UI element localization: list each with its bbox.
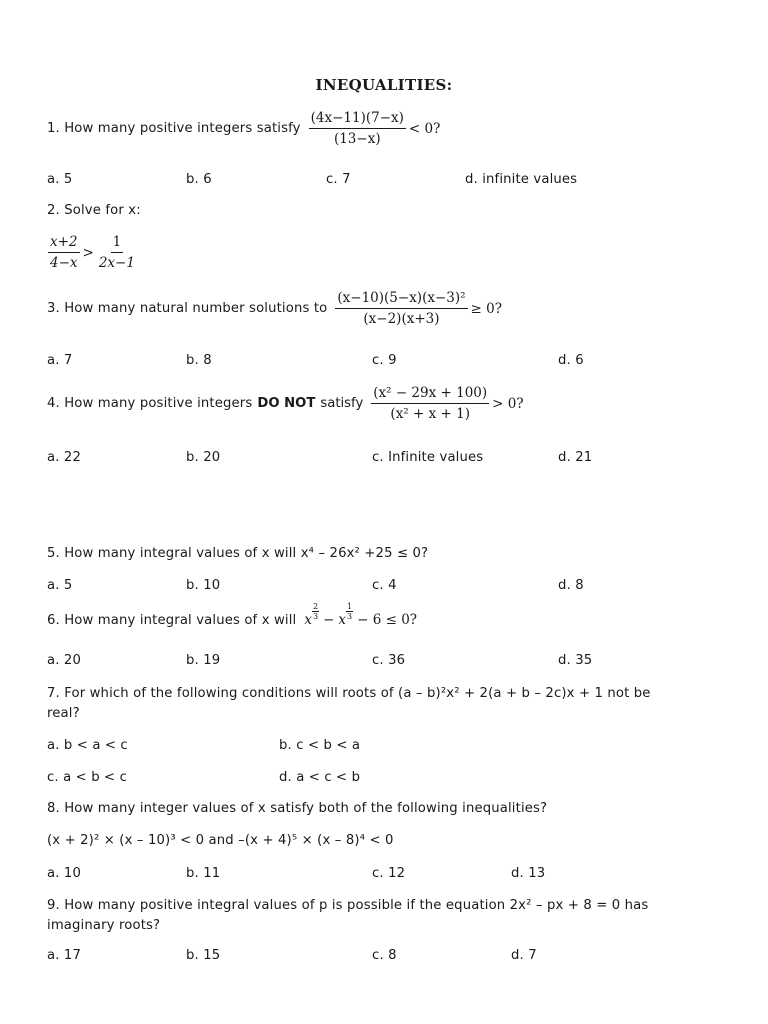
question-4-text-bold: DO NOT xyxy=(257,396,316,411)
question-1-numerator: (4x−11)(7−x) xyxy=(309,110,406,129)
q6-option-b[interactable]: b. 19 xyxy=(186,653,221,668)
q4-option-c[interactable]: c. Infinite values xyxy=(372,450,484,465)
question-1 xyxy=(47,110,440,147)
question-6-exponent-b-num: 1 xyxy=(347,601,353,611)
q1-option-b[interactable]: b. 6 xyxy=(186,172,212,187)
question-4 xyxy=(47,385,524,422)
q5-option-a[interactable]: a. 5 xyxy=(47,578,73,593)
question-6-exponent-b-den: 3 xyxy=(347,611,353,621)
question-4-text-post: satisfy xyxy=(320,396,364,411)
q5-option-c[interactable]: c. 4 xyxy=(372,578,397,593)
question-8-condition: (x + 2)² × (x – 10)³ < 0 and –(x + 4)⁵ × (x – 8)⁴ < 0 xyxy=(47,833,394,848)
question-2-operator: > xyxy=(82,244,94,261)
question-2-right-denominator: 2x−1 xyxy=(98,255,135,271)
q1-option-a[interactable]: a. 5 xyxy=(47,172,73,187)
q7-option-a[interactable]: a. b < a < c xyxy=(47,738,128,753)
q8-option-c[interactable]: c. 12 xyxy=(372,866,406,881)
q1-option-c[interactable]: c. 7 xyxy=(326,172,351,187)
q9-option-c[interactable]: c. 8 xyxy=(372,948,397,963)
question-6-minus: − xyxy=(323,612,335,628)
question-1-denominator: (13−x) xyxy=(333,131,381,147)
q7-option-c[interactable]: c. a < b < c xyxy=(47,770,128,785)
q3-option-a[interactable]: a. 7 xyxy=(47,353,73,368)
question-6 xyxy=(47,601,418,628)
question-2-left-denominator: 4−x xyxy=(50,255,78,271)
q9-option-b[interactable]: b. 15 xyxy=(186,948,221,963)
q8-option-b[interactable]: b. 11 xyxy=(186,866,221,881)
question-5-text: 5. How many integral values of x will x⁴ – 26x² +25 ≤ 0? xyxy=(47,546,429,561)
q3-option-b[interactable]: b. 8 xyxy=(186,353,212,368)
question-4-text-pre: 4. How many positive integers xyxy=(47,396,253,411)
question-2-text: 2. Solve for x: xyxy=(47,203,141,218)
question-4-fraction xyxy=(371,385,489,422)
q1-option-d[interactable]: d. infinite values xyxy=(465,172,578,187)
q4-option-d[interactable]: d. 21 xyxy=(558,450,593,465)
question-6-exponent-b xyxy=(346,602,353,621)
question-7-text-line-2: real? xyxy=(47,706,80,721)
q5-option-b[interactable]: b. 10 xyxy=(186,578,221,593)
question-3-tail: ≥ 0? xyxy=(470,300,502,317)
q9-option-d[interactable]: d. 7 xyxy=(511,948,537,963)
question-3 xyxy=(47,290,502,327)
question-6-exponent-a-den: 3 xyxy=(313,611,319,621)
q4-option-a[interactable]: a. 22 xyxy=(47,450,81,465)
question-3-text: 3. How many natural number solutions to xyxy=(47,301,328,316)
question-4-tail: > 0? xyxy=(492,395,524,412)
question-9-text-line-2: imaginary roots? xyxy=(47,918,161,933)
q6-option-d[interactable]: d. 35 xyxy=(558,653,593,668)
question-2-inequality xyxy=(45,234,140,271)
page-title: INEQUALITIES: xyxy=(315,76,453,94)
question-6-expr-a: x xyxy=(304,612,312,628)
q5-option-d[interactable]: d. 8 xyxy=(558,578,584,593)
q8-option-d[interactable]: d. 13 xyxy=(511,866,546,881)
question-3-fraction xyxy=(335,290,467,327)
question-1-fraction xyxy=(309,110,406,147)
q6-option-c[interactable]: c. 36 xyxy=(372,653,406,668)
q7-option-d[interactable]: d. a < c < b xyxy=(279,770,361,785)
question-4-numerator: (x² − 29x + 100) xyxy=(371,385,489,404)
question-2-right-fraction xyxy=(97,234,137,271)
question-6-tail: − 6 ≤ 0? xyxy=(357,612,418,628)
q7-option-b[interactable]: b. c < b < a xyxy=(279,738,361,753)
question-2-left-fraction xyxy=(48,234,80,271)
q4-option-b[interactable]: b. 20 xyxy=(186,450,221,465)
question-1-tail: < 0? xyxy=(408,120,441,137)
q8-option-a[interactable]: a. 10 xyxy=(47,866,81,881)
question-6-text: 6. How many integral values of x will xyxy=(47,612,297,628)
question-6-exponent-a-num: 2 xyxy=(313,601,319,611)
question-6-expr-b: x xyxy=(338,612,347,628)
question-9-text-line-1: 9. How many positive integral values of p is possible if the equation 2x² – px + 8 = 0 has xyxy=(47,898,649,913)
q3-option-c[interactable]: c. 9 xyxy=(372,353,397,368)
question-1-text: 1. How many positive integers satisfy xyxy=(47,121,301,136)
question-2-left-numerator: x+2 xyxy=(48,234,80,253)
question-4-denominator: (x² + x + 1) xyxy=(390,406,470,422)
q6-option-a[interactable]: a. 20 xyxy=(47,653,81,668)
question-3-denominator: (x−2)(x+3) xyxy=(363,311,440,327)
q3-option-d[interactable]: d. 6 xyxy=(558,353,584,368)
question-3-numerator: (x−10)(5−x)(x−3)² xyxy=(335,290,467,309)
question-7-text-line-1: 7. For which of the following conditions will roots of (a – b)²x² + 2(a + b – 2c)x + 1 not be xyxy=(47,686,651,701)
question-6-exponent-a xyxy=(312,602,319,621)
question-8-text: 8. How many integer values of x satisfy both of the following inequalities? xyxy=(47,801,548,816)
question-2-right-numerator: 1 xyxy=(111,234,124,253)
q9-option-a[interactable]: a. 17 xyxy=(47,948,81,963)
